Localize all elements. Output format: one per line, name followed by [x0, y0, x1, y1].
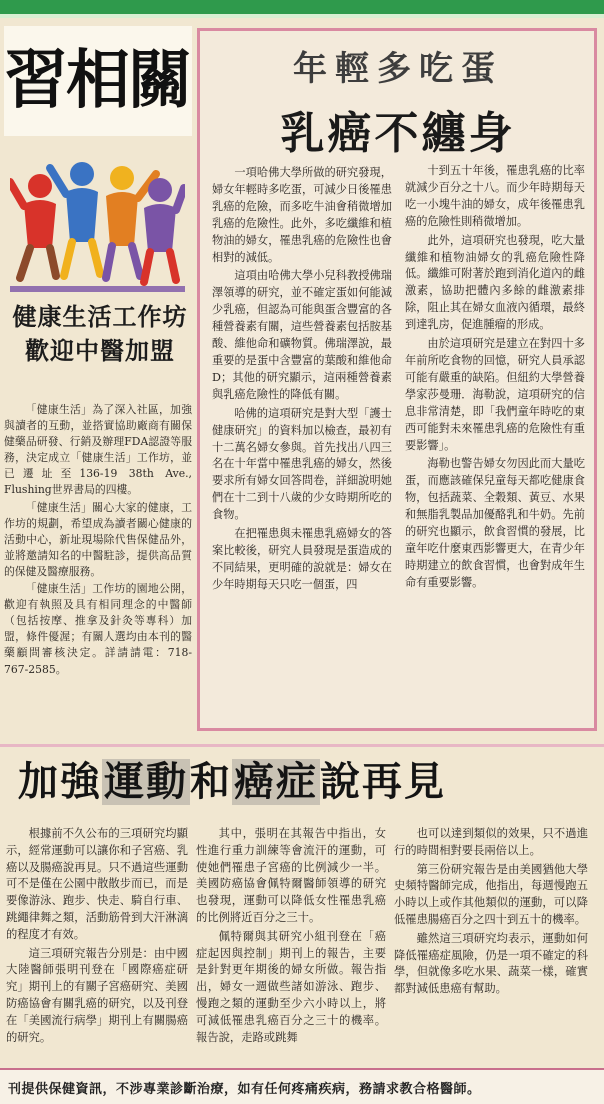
- workshop-title-line1: 健康生活工作坊: [12, 302, 188, 331]
- section-divider: [0, 744, 604, 747]
- feature-headline-main: 乳癌不纏身: [280, 108, 516, 159]
- paragraph: 這項由哈佛大學小兒科教授佛瑞澤領導的研究，並不確定蛋如何能減少乳癌，但認為可能與蛋含豐富的各種營養素有關，這些營養素包括胺基酸、維他命和礦物質。佛瑞澤說，最重要的是蛋中含豐富的葉酸和維他命D；其他的研究顯示，這兩種營養素與乳癌危險性的降低有關。: [212, 269, 392, 401]
- figure-blue: [50, 162, 100, 276]
- paragraph: 海勒也警告婦女勿因此而大量吃蛋，而應該確保兒童每天都吃健康食物，包括蔬菜、全穀類、黃豆、水果和無脂乳製品加優酪乳和牛奶。先前的研究也顯示，飲食習慣的發展，比童年吃什麼東西影響更大，在青少年時期建立的飲食習慣，也會對成年生命有重要影響。: [405, 457, 585, 589]
- headline-part: 加強: [18, 759, 102, 805]
- top-color-band: [0, 0, 604, 14]
- feature-column-2: [405, 163, 585, 594]
- paragraph: 根據前不久公布的三項研究均顯示，經常運動可以讓你和子宮癌、乳癌以及腸癌說再見。只不過這些運動可不是僅在公園中散散步而已，而是要像游泳、跑步、快走、騎自行車、跳繩律舞之類，活動筋骨到大汗淋漓的程度才有效。: [6, 827, 188, 941]
- feature-column-1: [212, 165, 392, 596]
- paragraph: 佩特爾與其研究小組刊登在「癌症起因與控制」期刊上的報告，主要是針對更年期後的婦女所做。報告指出，婦女一週做些諸如游泳、跑步、慢跑之類的運動至少六小時以上，將可減低罹患乳癌百分之三十的機率。報告說，走路或跳舞: [196, 929, 386, 1044]
- headline-part: 和: [190, 759, 232, 805]
- figures-illustration: [10, 148, 185, 298]
- footer-disclaimer: 刊提供保健資訊，不涉專業診斷治療，如有任何疼痛疾病，務請求教合格醫師。: [8, 1082, 481, 1097]
- paragraph: 哈佛的這項研究是對大型「護士健康研究」的資料加以檢查，最初有十二萬名婦女參與。首先找出八四三名在十年當中罹患乳癌的婦女，然後要求所有婦女回答問卷，詳細說明她們在十二到十八歲的少女時期所吃的食物。: [212, 406, 392, 522]
- section-title: 習相關: [4, 26, 192, 136]
- paragraph: 此外，這項研究也發現，吃大量纖維和植物油婦女的乳癌危險性降低。纖維可附著於跑到消化道內的雌激素，協助把體內多餘的雌激素排除，阻止其在婦女血液內循環，最終到達乳房，促進腫瘤的形成。: [405, 233, 585, 332]
- paragraph: 這三項研究報告分別是：由中國大陸醫師張明刊登在「國際癌症研究」期刊上的有關子宮癌研究、美國防癌協會有關乳癌的研究，以及刊登在「美國流行病學」期刊上有關腸癌的研究。: [6, 946, 188, 1044]
- paragraph: 「健康生活」工作坊的園地公開，歡迎有執照及具有相同理念的中醫師（包括按摩、推拿及針灸等專科）加盟，條件優渥；有關人選均由本刊的醫藥顧問審核決定。詳請請電：718-767-2585。: [4, 582, 192, 676]
- exercise-column-3: [394, 826, 588, 1000]
- figure-red: [10, 174, 56, 278]
- paragraph: 其中，張明在其報告中指出，女性進行重力訓練等會流汗的運動，可使她們罹患子宮癌的比例減少一半。美國防癌協會佩特爾醫師領導的研究也發現，運動可以降低女性罹患乳癌的比例將近百分之三十。: [196, 827, 386, 924]
- paragraph: 「健康生活」為了深入社區，加強與讀者的互動，並搭實協助廠商有關保健藥品研發、行銷及辦理FDA認證等服務，決定成立「健康生活」工作坊，並已遷址至136-19 38th Ave., Flushing世界書局的四樓。: [4, 403, 192, 497]
- paragraph: 第三份研究報告是由美國猶他大學史頻特醫師完成，他指出，每週慢跑五小時以上或作其他類似的運動，可以降低罹患腸癌百分之四十到五十的機率。: [394, 862, 588, 926]
- paragraph: 在把罹患與未罹患乳癌婦女的答案比較後，研究人員發現是蛋造成的不同結果，更明確的說就是：婦女在少年時期每天只吃一個蛋，四: [212, 527, 392, 591]
- figure-purple: [144, 178, 184, 282]
- workshop-title: [10, 300, 190, 368]
- headline-highlight: 運動: [104, 759, 188, 805]
- feature-article-box: [197, 28, 597, 731]
- workshop-title-line2: 歡迎中醫加盟: [25, 336, 175, 365]
- footer-disclaimer-bar: [0, 1068, 604, 1104]
- headline-highlight: 癌症: [234, 759, 318, 805]
- paragraph: 十到五十年後，罹患乳癌的比率就減少百分之十八。而少年時期每天吃一小塊牛油的婦女，成年後罹患乳癌的危險性則稍微增加。: [405, 164, 585, 228]
- exercise-column-1: [6, 826, 188, 1048]
- workshop-article: [4, 402, 192, 679]
- paragraph: 一項哈佛大學所做的研究發現，婦女年輕時多吃蛋，可減少日後罹患乳癌的危險，而多吃牛油會稍微增加乳癌的危險性。此外，多吃纖維和植物油的婦女，罹患乳癌的危險性也會相對的減低。: [212, 166, 392, 264]
- top-color-band-light: [0, 14, 604, 18]
- exercise-headline: [18, 754, 598, 810]
- headline-part: 說再見: [320, 759, 446, 805]
- exercise-column-2: [196, 826, 386, 1048]
- paragraph: 也可以達到類似的效果，只不過進行的時間相對要長兩倍以上。: [394, 827, 588, 857]
- paragraph: 「健康生活」關心大家的健康，工作坊的規劃，希望成為讀者關心健康的活動中心，新址現場除代售保健品外，並將邀請知名的中醫駐診，提供高品質的保健及醫療服務。: [4, 500, 192, 578]
- feature-headline-top: 年輕多吃蛋: [293, 49, 503, 89]
- paragraph: 雖然這三項研究均表示，運動如何降低罹癌症風險，仍是一項不確定的科學，但就像多吃水果、蔬菜一樣，確實都對減低患癌有幫助。: [394, 931, 588, 996]
- paragraph: 由於這項研究是建立在對四十多年前所吃食物的回憶，研究人員承認可能有嚴重的缺陷。但紐約大學營養學家莎曼珊．海勒說，這項研究的信息非常清楚，即「我們童年時吃的東西可能對未來罹患乳癌的危險性有重要影響」。: [405, 337, 585, 452]
